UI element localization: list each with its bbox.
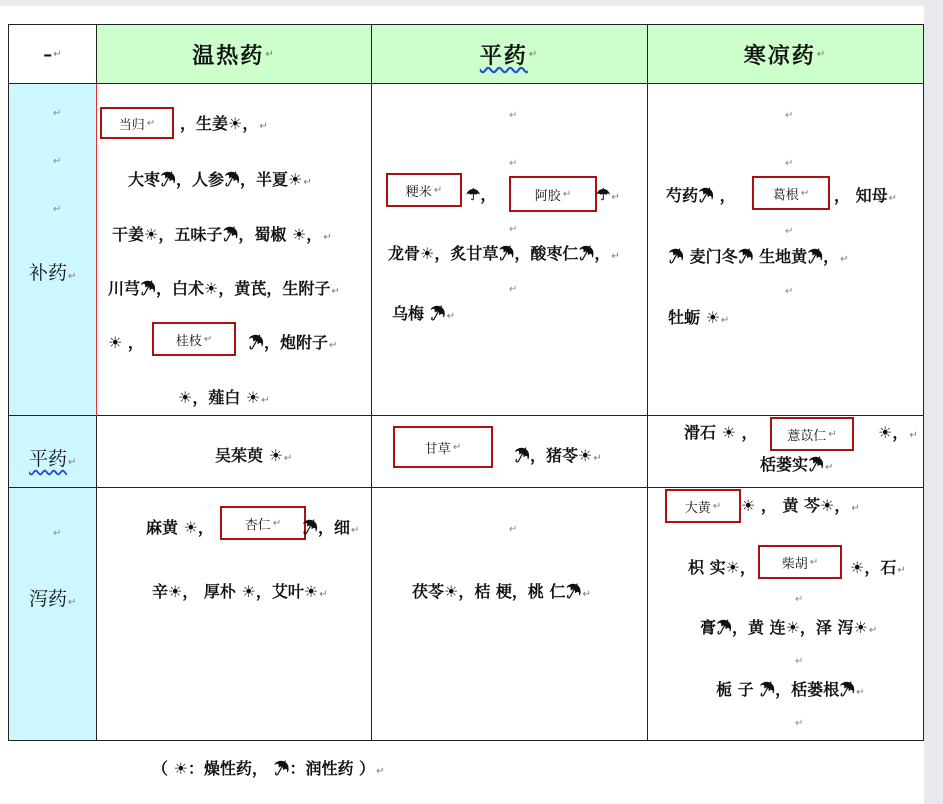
margin-guide-line [96, 84, 97, 416]
tonic-warm-line-5b: ☂，炮附子↵ [248, 333, 338, 352]
corner-cell: – ↵ [8, 24, 97, 84]
header-cold: 寒凉药 ↵ [647, 24, 924, 84]
herb-box-yiyiren: 薏苡仁 ↵ [770, 417, 854, 451]
purge-warm-line-2: 辛☀， 厚朴 ☀，艾叶☀↵ [152, 582, 328, 601]
tonic-cold-line-3: 牡蛎 ☀↵ [668, 308, 730, 327]
corner-label: – [43, 43, 53, 65]
tonic-neutral-tail: ☂↵ [596, 185, 620, 204]
purge-cold-line-3: 膏☂，黄 连☀，泽 泻☀↵ [700, 618, 878, 637]
tonic-warm-line-3: 干姜☀，五味子☂，蜀椒 ☀，↵ [112, 225, 332, 244]
header-neutral: 平药 ↵ [371, 24, 648, 84]
tonic-warm-line-2: 大枣☂，人参☂，半夏☀↵ [128, 170, 312, 189]
herb-box-chaihu: 柴胡 ↵ [758, 545, 842, 579]
herb-box-xingren: 杏仁 ↵ [220, 506, 306, 540]
neutral-cold-line-1b: ☀，↵ [878, 423, 918, 442]
row-tonic-label-cell: ↵ ↵ ↵ 补药↵ [8, 83, 97, 416]
purge-cold-line-4: 栀 子 ☂，栝蒌根☂↵ [716, 680, 865, 699]
header-neutral-label: 平药 [479, 42, 528, 69]
herb-box-danggui: 当归 ↵ [100, 107, 174, 139]
tonic-neutral-line-2: 龙骨☀，炙甘草☂，酸枣仁☂，↵ [388, 244, 620, 263]
herb-box-ejiao: 阿胶 ↵ [509, 176, 597, 212]
purge-cold-line-1: ☀ ， 黄 芩☀，↵ [741, 496, 860, 515]
row-purge-label: 泻药↵ [29, 588, 77, 610]
purge-cold-line-2b: ☀，石↵ [850, 558, 906, 577]
neutral-cold-line-1a: 滑石 ☀ ， [684, 423, 758, 442]
tonic-neutral-line-3: 乌梅 ☂↵ [392, 304, 455, 323]
tonic-warm-line-4: 川芎☂，白术☀，黄芪，生附子↵ [108, 279, 340, 298]
tonic-warm-line-1: ，生姜☀，↵ [180, 114, 268, 133]
herb-box-gancao: 甘草 ↵ [393, 426, 493, 468]
tonic-cold-line-1b: ， 知母↵ [834, 186, 897, 205]
tonic-neutral-mid: ☂， [466, 185, 497, 204]
tonic-cold-line-2: ☂ 麦门冬☂ 生地黄☂，↵ [668, 247, 849, 266]
tonic-warm-line-6: ☀，薤白 ☀↵ [178, 388, 270, 407]
purge-neutral-line-1: 茯苓☀，桔 梗，桃 仁☂↵ [412, 582, 591, 601]
row-neutral-label-cell [8, 415, 97, 488]
purge-cold-line-2a: 枳 实☀， [688, 558, 756, 577]
herb-box-gegen: 葛根 ↵ [752, 176, 830, 210]
page-gutter [924, 0, 943, 804]
row-neutral-label: 平药↵ [29, 448, 77, 470]
purge-warm-line-1a: 麻黄 ☀， [146, 518, 214, 537]
row-purge-label-cell: ↵ 泻药↵ [8, 487, 97, 741]
row-tonic-label: 补药↵ [29, 262, 77, 284]
header-cold-label: 寒凉药 [743, 42, 816, 69]
page-top-edge [0, 0, 924, 6]
tonic-warm-line-5a: ☀ ， [108, 333, 144, 352]
neutral-cold-line-2: 栝蒌实☂↵ [760, 455, 834, 474]
header-warm-label: 温热药 [192, 42, 265, 69]
legend-note: （ ☀：燥性药， ☂：润性药 ）↵ [152, 759, 385, 778]
herb-box-jingmi: 粳米 ↵ [386, 173, 462, 207]
herb-box-guizhi: 桂枝 ↵ [152, 322, 236, 356]
purge-warm-line-1b: ☂，细↵ [302, 518, 360, 537]
neutral-warm-line-1: 吴茱萸 ☀↵ [215, 446, 293, 465]
neutral-neutral-line-1: ☂，猪苓☀↵ [514, 446, 602, 465]
herb-box-dahuang: 大黄 ↵ [665, 489, 741, 523]
tonic-cold-line-1a: 芍药☂ ， [666, 186, 736, 205]
header-warm: 温热药 ↵ [96, 24, 372, 84]
